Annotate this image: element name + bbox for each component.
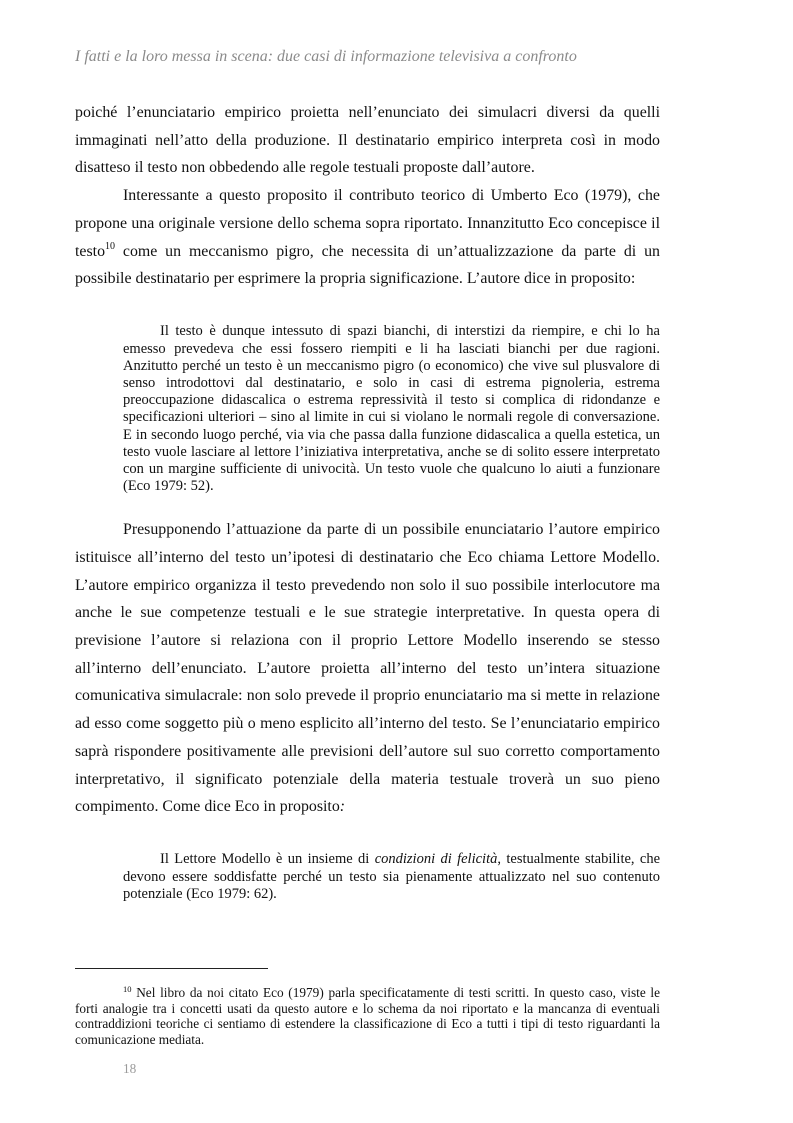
paragraph-line [75, 238, 660, 266]
quote-line: preoccupazione didascalica o estrema repressività il testo si complica di ridondanze e [123, 392, 660, 409]
quote-line: Il testo è dunque intessuto di spazi bianchi, di interstizi da riempire, e chi lo ha [160, 323, 660, 340]
paragraph-line: previsione l’autore si relaziona con il proprio Lettore Modello inserendo se stesso [75, 632, 660, 649]
page-number: 18 [123, 1061, 137, 1076]
footnote-reference: 10 [105, 240, 116, 252]
quote-line [123, 851, 660, 868]
quote-line: E in secondo luogo perché, via via che passa dalla funzione didascalica a quella estetica, un [123, 426, 660, 443]
paragraph-line: Interessante a questo proposito il contributo teorico di Umberto Eco (1979), che [123, 187, 660, 205]
quote-line: con un margine sufficiente di univocità. Un testo vuole che qualcuno lo aiuti a funzionare [123, 461, 660, 478]
line-text: compimento. Come dice Eco in proposito [75, 798, 340, 816]
footnote-line: comunicazione mediata. [75, 1032, 205, 1048]
paragraph-line: all’interno dell’enunciato. L’autore proietta all’interno del testo un’intera situazione [75, 659, 660, 677]
footnote-marker: 10 [123, 984, 132, 994]
paragraph-line: disatteso il testo non obbedendo alle regole testuali proposte dall’autore. [75, 159, 535, 177]
paragraph-line: immaginati nell’atto della produzione. Il destinatario empirico interpreta così in modo [75, 131, 660, 149]
italic-colon: : [339, 798, 346, 816]
line-text: come un meccanismo pigro, che necessita di un’attualizzazione da parte di un [122, 242, 660, 260]
paragraph-line: possibile destinatario per esprimere la propria significazione. L’autore dice in proposito: [75, 270, 636, 288]
paragraph-line: istituisce all’interno del testo un’ipotesi di destinatario che Eco chiama Lettore Modello. [75, 548, 660, 566]
footnote-line: contraddizioni teoriche ci sentiamo di estendere la classificazione di Eco a tutti i tipi di testo riguardanti la [75, 1016, 660, 1032]
quote-line: senso introdottovi dal destinatario, e solo in casi di estrema pignoleria, estrema [123, 375, 660, 391]
quote-line: testo vuole lasciare al lettore l’iniziativa interpretativa, anche se di solito essere interpretato [123, 443, 660, 460]
body-paragraph [75, 99, 660, 182]
line-text: testo [75, 242, 106, 260]
paragraph-line [75, 793, 660, 821]
body-paragraph [75, 516, 660, 821]
footnote [75, 985, 660, 1048]
paragraph-line: propone una originale versione dello schema sopra riportato. Innanzitutto Eco concepisce il [75, 214, 660, 232]
paragraph-line: L’autore empirico organizza il testo prevedendo non solo il suo possibile interlocutore ma [75, 576, 660, 594]
line-text: Nel libro da noi citato Eco (1979) parla specificatamente di testi scritti. In questo caso, viste le [136, 985, 660, 1000]
block-quote [123, 323, 660, 495]
paragraph-line: poiché l’enunciatario empirico proietta nell’enunciato dei simulacri diversi da quelli [75, 104, 660, 121]
body-paragraph [75, 182, 660, 293]
italic-emphasis: condizioni di felicità [374, 851, 498, 868]
quote-line: specificazioni ulteriori – sino al limite in cui si violano le normali regole di conversazione. [123, 409, 660, 426]
quote-line: emesso prevedeva che essi fossero riempiti e li ha lasciati bianchi per due ragioni. [123, 340, 660, 357]
paragraph-line: anche le sue competenze testuali e le sue strategie interpretative. In questa opera di [75, 604, 660, 622]
quote-line: Anzitutto perché un testo è un meccanismo pigro (o economico) che vive sul plusvalore di [123, 357, 660, 374]
footnote-line: forti analogie tra i concetti usati da questo autore e lo schema da noi riportato e la mancanza di eventuali [75, 1000, 660, 1016]
paragraph-line: ad esso come soggetto più o meno esplicito all’interno del testo. Se l’enunciatario empirico [75, 715, 660, 733]
footnote-separator [75, 968, 268, 969]
paragraph-line: saprà rispondere positivamente alle previsioni dell’autore sul suo corretto comportamento [75, 742, 660, 760]
paragraph-line: interpretativo, il significato potenziale della materia testuale troverà un suo pieno [75, 770, 660, 788]
quote-line: devono essere soddisfatte perché un testo sia pienamente attualizzato nel suo contenuto [123, 868, 660, 885]
paragraph-line: comunicativa simulacrale: non solo prevede il proprio enunciatario ma si mette in relazione [75, 687, 660, 705]
footnote-line [75, 985, 660, 1001]
quote-line: (Eco 1979: 52). [123, 478, 214, 495]
line-text: , testualmente stabilite, che [497, 851, 661, 868]
paragraph-line: Presupponendo l’attuazione da parte di un possibile enunciatario l’autore empirico [123, 521, 660, 539]
block-quote [123, 851, 660, 903]
running-title: I fatti e la loro messa in scena: due casi di informazione televisiva a confronto [75, 48, 577, 65]
quote-line: potenziale (Eco 1979: 62). [123, 886, 277, 903]
line-text: Il Lettore Modello è un insieme di [160, 851, 370, 868]
